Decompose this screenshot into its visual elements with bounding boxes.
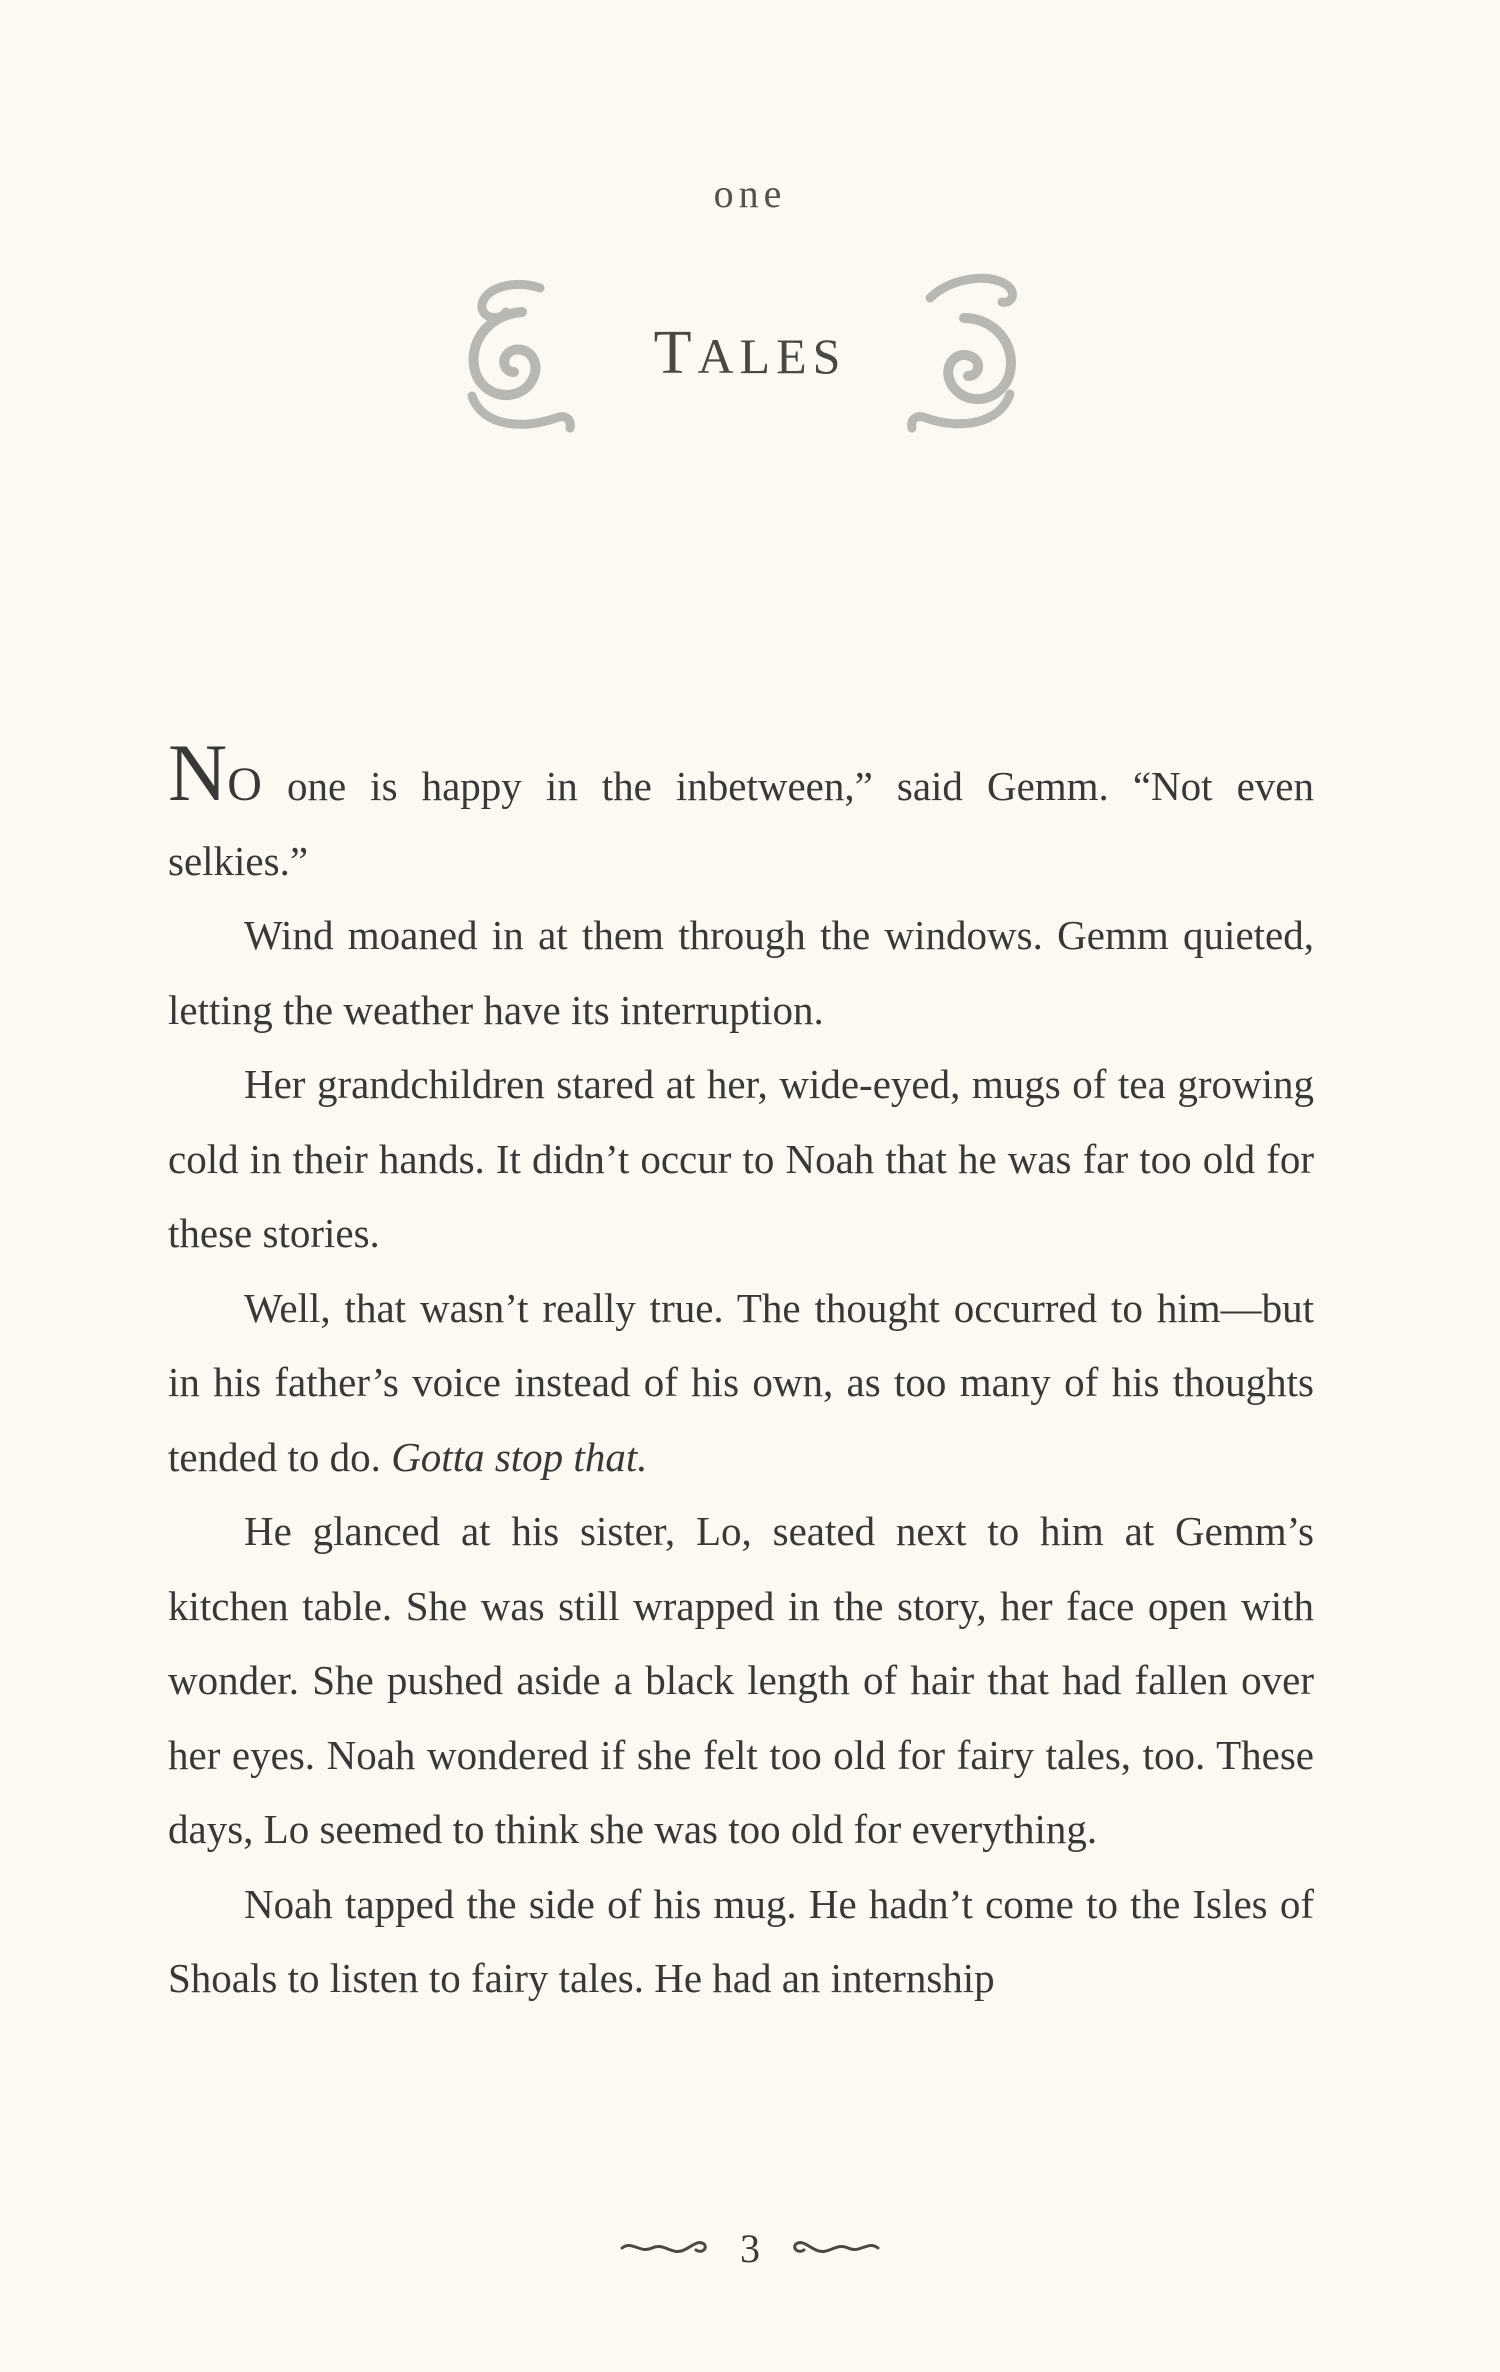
paragraph-1-text: one is happy in the inbetween,” said Gemm. “Not even selkies.” (168, 763, 1314, 884)
drop-cap-small: O (227, 758, 263, 811)
paragraph-5: He glanced at his sister, Lo, seated next to him at Gemm’s kitchen table. She was still wrapped in the story, her face open with wonder. She pushed aside a black length of hair that had fallen over her eyes. Noah wondered if she felt too old for fairy tales, too. These days, Lo seemed to think she was too old for everything. (168, 1508, 1314, 1852)
page-number: 3 (740, 2226, 760, 2271)
italic-phrase: Gotta stop that. (391, 1433, 648, 1480)
page-folio (0, 2225, 1500, 2285)
paragraph-4-text: Well, that wasn’t really true. The thought occurred to him—but in his father’s voice instead of his own, as too many of his thoughts tended to do. (168, 1284, 1314, 1480)
chapter-title-initial: T (653, 319, 698, 387)
right-flourish-icon (790, 2236, 882, 2262)
paragraph-4 (168, 1271, 1314, 1495)
paragraph-1 (168, 727, 1314, 898)
left-flourish-icon (618, 2236, 710, 2262)
chapter-heading (0, 258, 1500, 458)
paragraph-2: Wind moaned in at them through the windows. Gemm quieted, letting the weather have its interruption. (168, 912, 1314, 1033)
chapter-title (0, 318, 1500, 389)
paragraph-3: Her grandchildren stared at her, wide-eyed, mugs of tea growing cold in their hands. It didn’t occur to Noah that he was far too old for these stories. (168, 1061, 1314, 1256)
body-text (168, 727, 1314, 2016)
paragraph-6: Noah tapped the side of his mug. He hadn’t come to the Isles of Shoals to listen to fairy tales. He had an internship (168, 1880, 1314, 2001)
chapter-number: one (713, 171, 787, 216)
right-swirl-ornament-icon (900, 268, 1030, 443)
drop-cap: N (168, 727, 228, 818)
chapter-title-rest: ALES (697, 328, 847, 384)
